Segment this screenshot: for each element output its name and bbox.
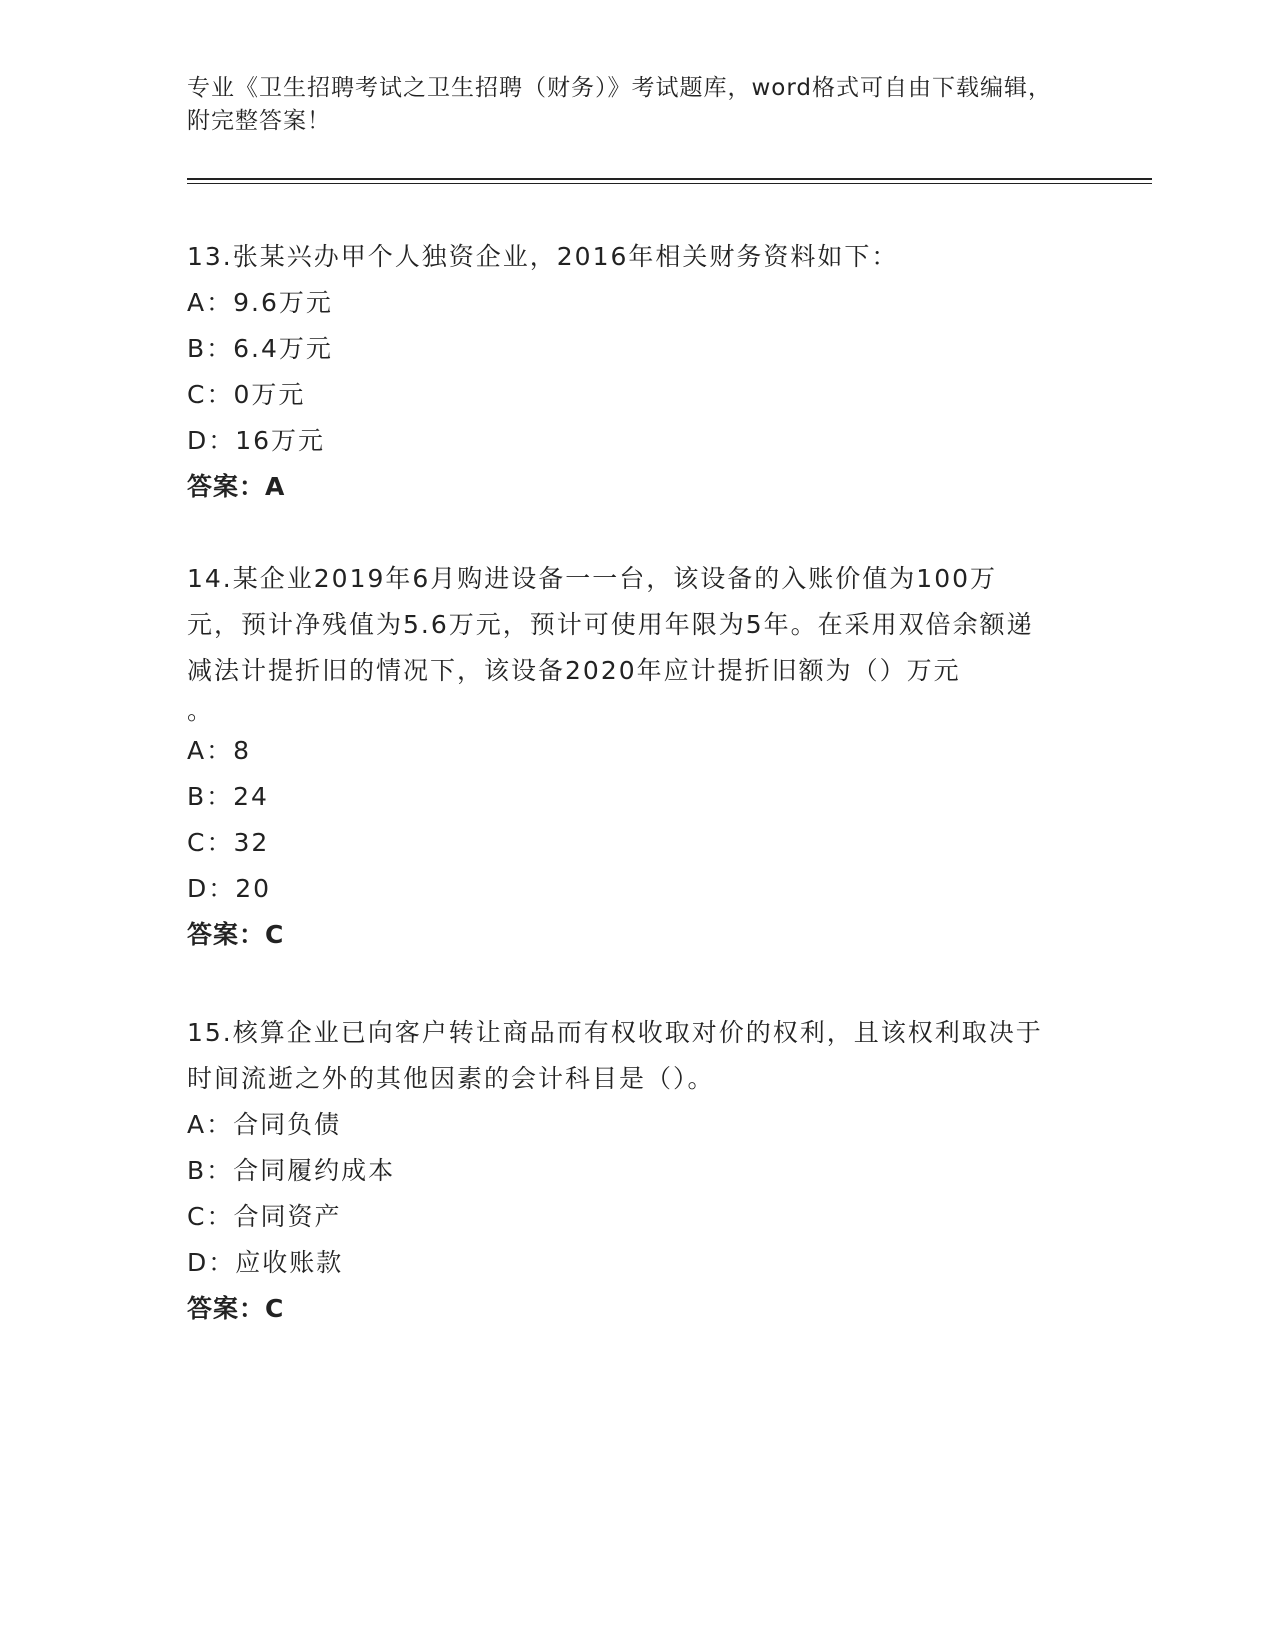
answer-label: 答案：C: [187, 1294, 285, 1323]
option-c: C：合同资产: [187, 1202, 342, 1231]
option-b: B：合同履约成本: [187, 1156, 396, 1185]
answer-label: 答案：A: [187, 472, 286, 501]
question-13: [187, 234, 1087, 510]
question-stem-tail: 。: [187, 696, 215, 725]
option-c: C：0万元: [187, 380, 306, 409]
option-d: D：20: [187, 874, 272, 903]
option-a: A：9.6万元: [187, 288, 333, 317]
option-c: C：32: [187, 828, 270, 857]
question-stem: 15.核算企业已向客户转让商品而有权收取对价的权利，且该权利取决于时间流逝之外的其他因素的会计科目是（）。: [187, 1018, 1043, 1093]
header-title: 专业《卫生招聘考试之卫生招聘（财务）》考试题库，word格式可自由下载编辑，附完整答案！: [187, 75, 1053, 134]
answer-label: 答案：C: [187, 920, 285, 949]
question-15: [187, 1010, 1087, 1332]
option-b: B：6.4万元: [187, 334, 333, 363]
question-stem: 14.某企业2019年6月购进设备一一台，该设备的入账价值为100万元，预计净残值为5.6万元，预计可使用年限为5年。在采用双倍余额递减法计提折旧的情况下，该设备2020年应计提折旧额为（）万元: [187, 564, 1034, 685]
option-d: D：应收账款: [187, 1248, 344, 1277]
header-divider-thin: [187, 183, 1152, 184]
option-a: A：合同负债: [187, 1110, 342, 1139]
question-14: [187, 556, 1087, 958]
header-divider-thick: [187, 178, 1152, 180]
question-stem: 13.张某兴办甲个人独资企业，2016年相关财务资料如下：: [187, 242, 899, 271]
option-b: B：24: [187, 782, 269, 811]
document-header: [187, 72, 1067, 138]
option-d: D：16万元: [187, 426, 326, 455]
option-a: A：8: [187, 736, 252, 765]
